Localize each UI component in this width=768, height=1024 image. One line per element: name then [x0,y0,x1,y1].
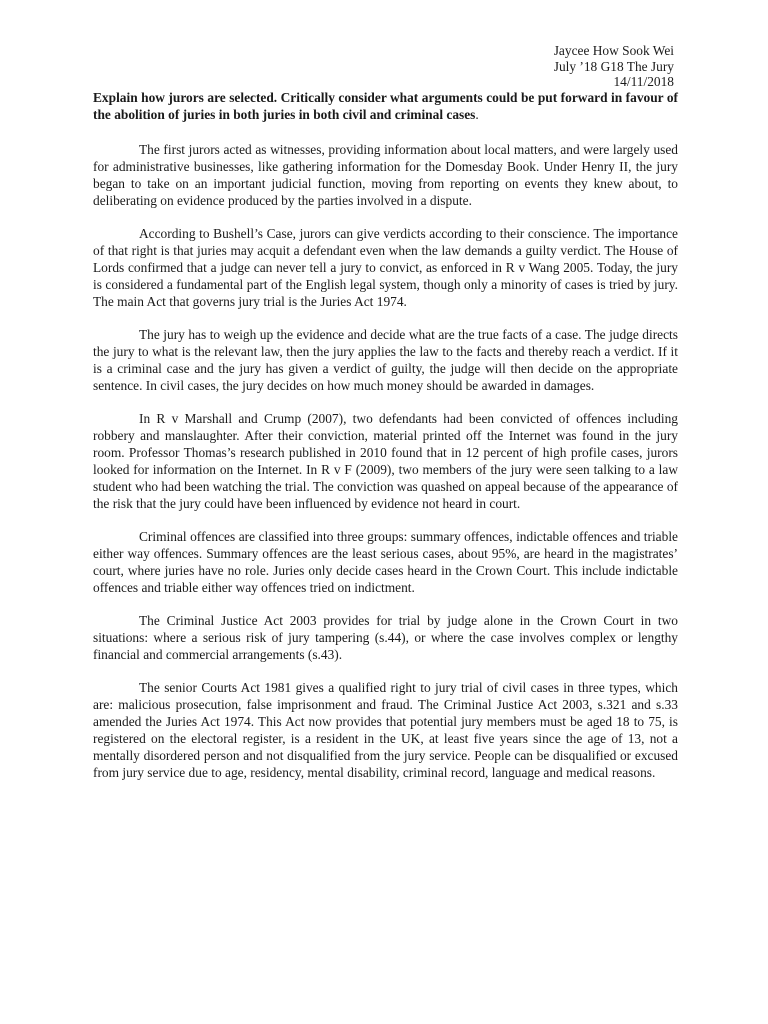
essay-question [93,90,678,124]
author-name: Jaycee How Sook Wei [553,43,674,58]
paragraph-marshall-crump: In R v Marshall and Crump (2007), two defendants had been convicted of offences including robbery and manslaughter. After their conviction, material printed off the Internet was found in the jury room. Professor Thomas’s research published in 2010 found that in 12 percent of high profile cases, jurors looked for information on the Internet. In R v F (2009), two members of the jury were seen talking to a law student who had been watching the trial. The conviction was quashed on appeal because of the appearance of the risk that the jury could have been influenced by evidence not heard in court. [93,411,679,511]
paragraph-senior-courts-act: The senior Courts Act 1981 gives a qualified right to jury trial of civil cases in three types, which are: malicious prosecution, false imprisonment and fraud. The Criminal Justice Act 2003, s.321 and s.33 amended the Juries Act 1974. This Act now provides that potential jury members must be aged 18 to 75, is registered on the electoral register, is a resident in the UK, at least five years since the age of 13, not a mentally disordered person and not disqualified from the jury service. People can be disqualified or excused from jury service due to age, residency, mental disability, criminal record, language and medical reasons. [93,680,678,780]
paragraph-history: The first jurors acted as witnesses, providing information about local matters, and were largely used for administrative businesses, like gathering information for the Domesday Book. Under Henry II, the jury began to take on an important judicial function, moving from reporting on events they knew about, to deliberating on evidence produced by the parties involved in a dispute. [93,141,678,208]
paragraph-jury-role: The jury has to weigh up the evidence and decide what are the true facts of a case. The judge directs the jury to what is the relevant law, then the jury applies the law to the facts and thereby reach a verdict. If it is a criminal case and the jury has given a verdict of guilty, the judge will then decide on the appropriate sentence. In civil cases, the jury decides on how much money should be awarded in damages. [93,326,678,393]
essay-question-text: Explain how jurors are selected. Critically consider what arguments could be put forward in favour of the abolition of juries in both juries in both civil and criminal cases [93,90,678,122]
document-date: 14/11/2018 [613,74,674,90]
document-body [93,90,678,798]
essay-question-end: . [475,106,479,122]
class-info: July ’18 G18 The Jury [553,58,674,74]
paragraph-criminal-justice-act: The Criminal Justice Act 2003 provides for trial by judge alone in the Crown Court in two situations: where a serious risk of jury tampering (s.44), or where the case involves complex or lengthy financial and commercial arrangements (s.43). [93,613,678,662]
paragraph-criminal-offences: Criminal offences are classified into three groups: summary offences, indictable offences and triable either way offences. Summary offences are the least serious cases, about 95%, are heard in the magistrates’ court, where juries have no role. Juries only decide cases heard in the Crown Court. This include indictable offences and triable either way offences tried on indictment. [93,529,678,595]
document-header [554,43,674,90]
paragraph-bushells-case: According to Bushell’s Case, jurors can give verdicts according to their conscience. The importance of that right is that juries may acquit a defendant even when the law demands a guilty verdict. The House of Lords confirmed that a judge can never tell a jury to convict, as enforced in R v Wang 2005. Today, the jury is considered a fundamental part of the English legal system, though only a minority of cases is tried by jury. The main Act that governs jury trial is the Juries Act 1974. [93,225,678,309]
